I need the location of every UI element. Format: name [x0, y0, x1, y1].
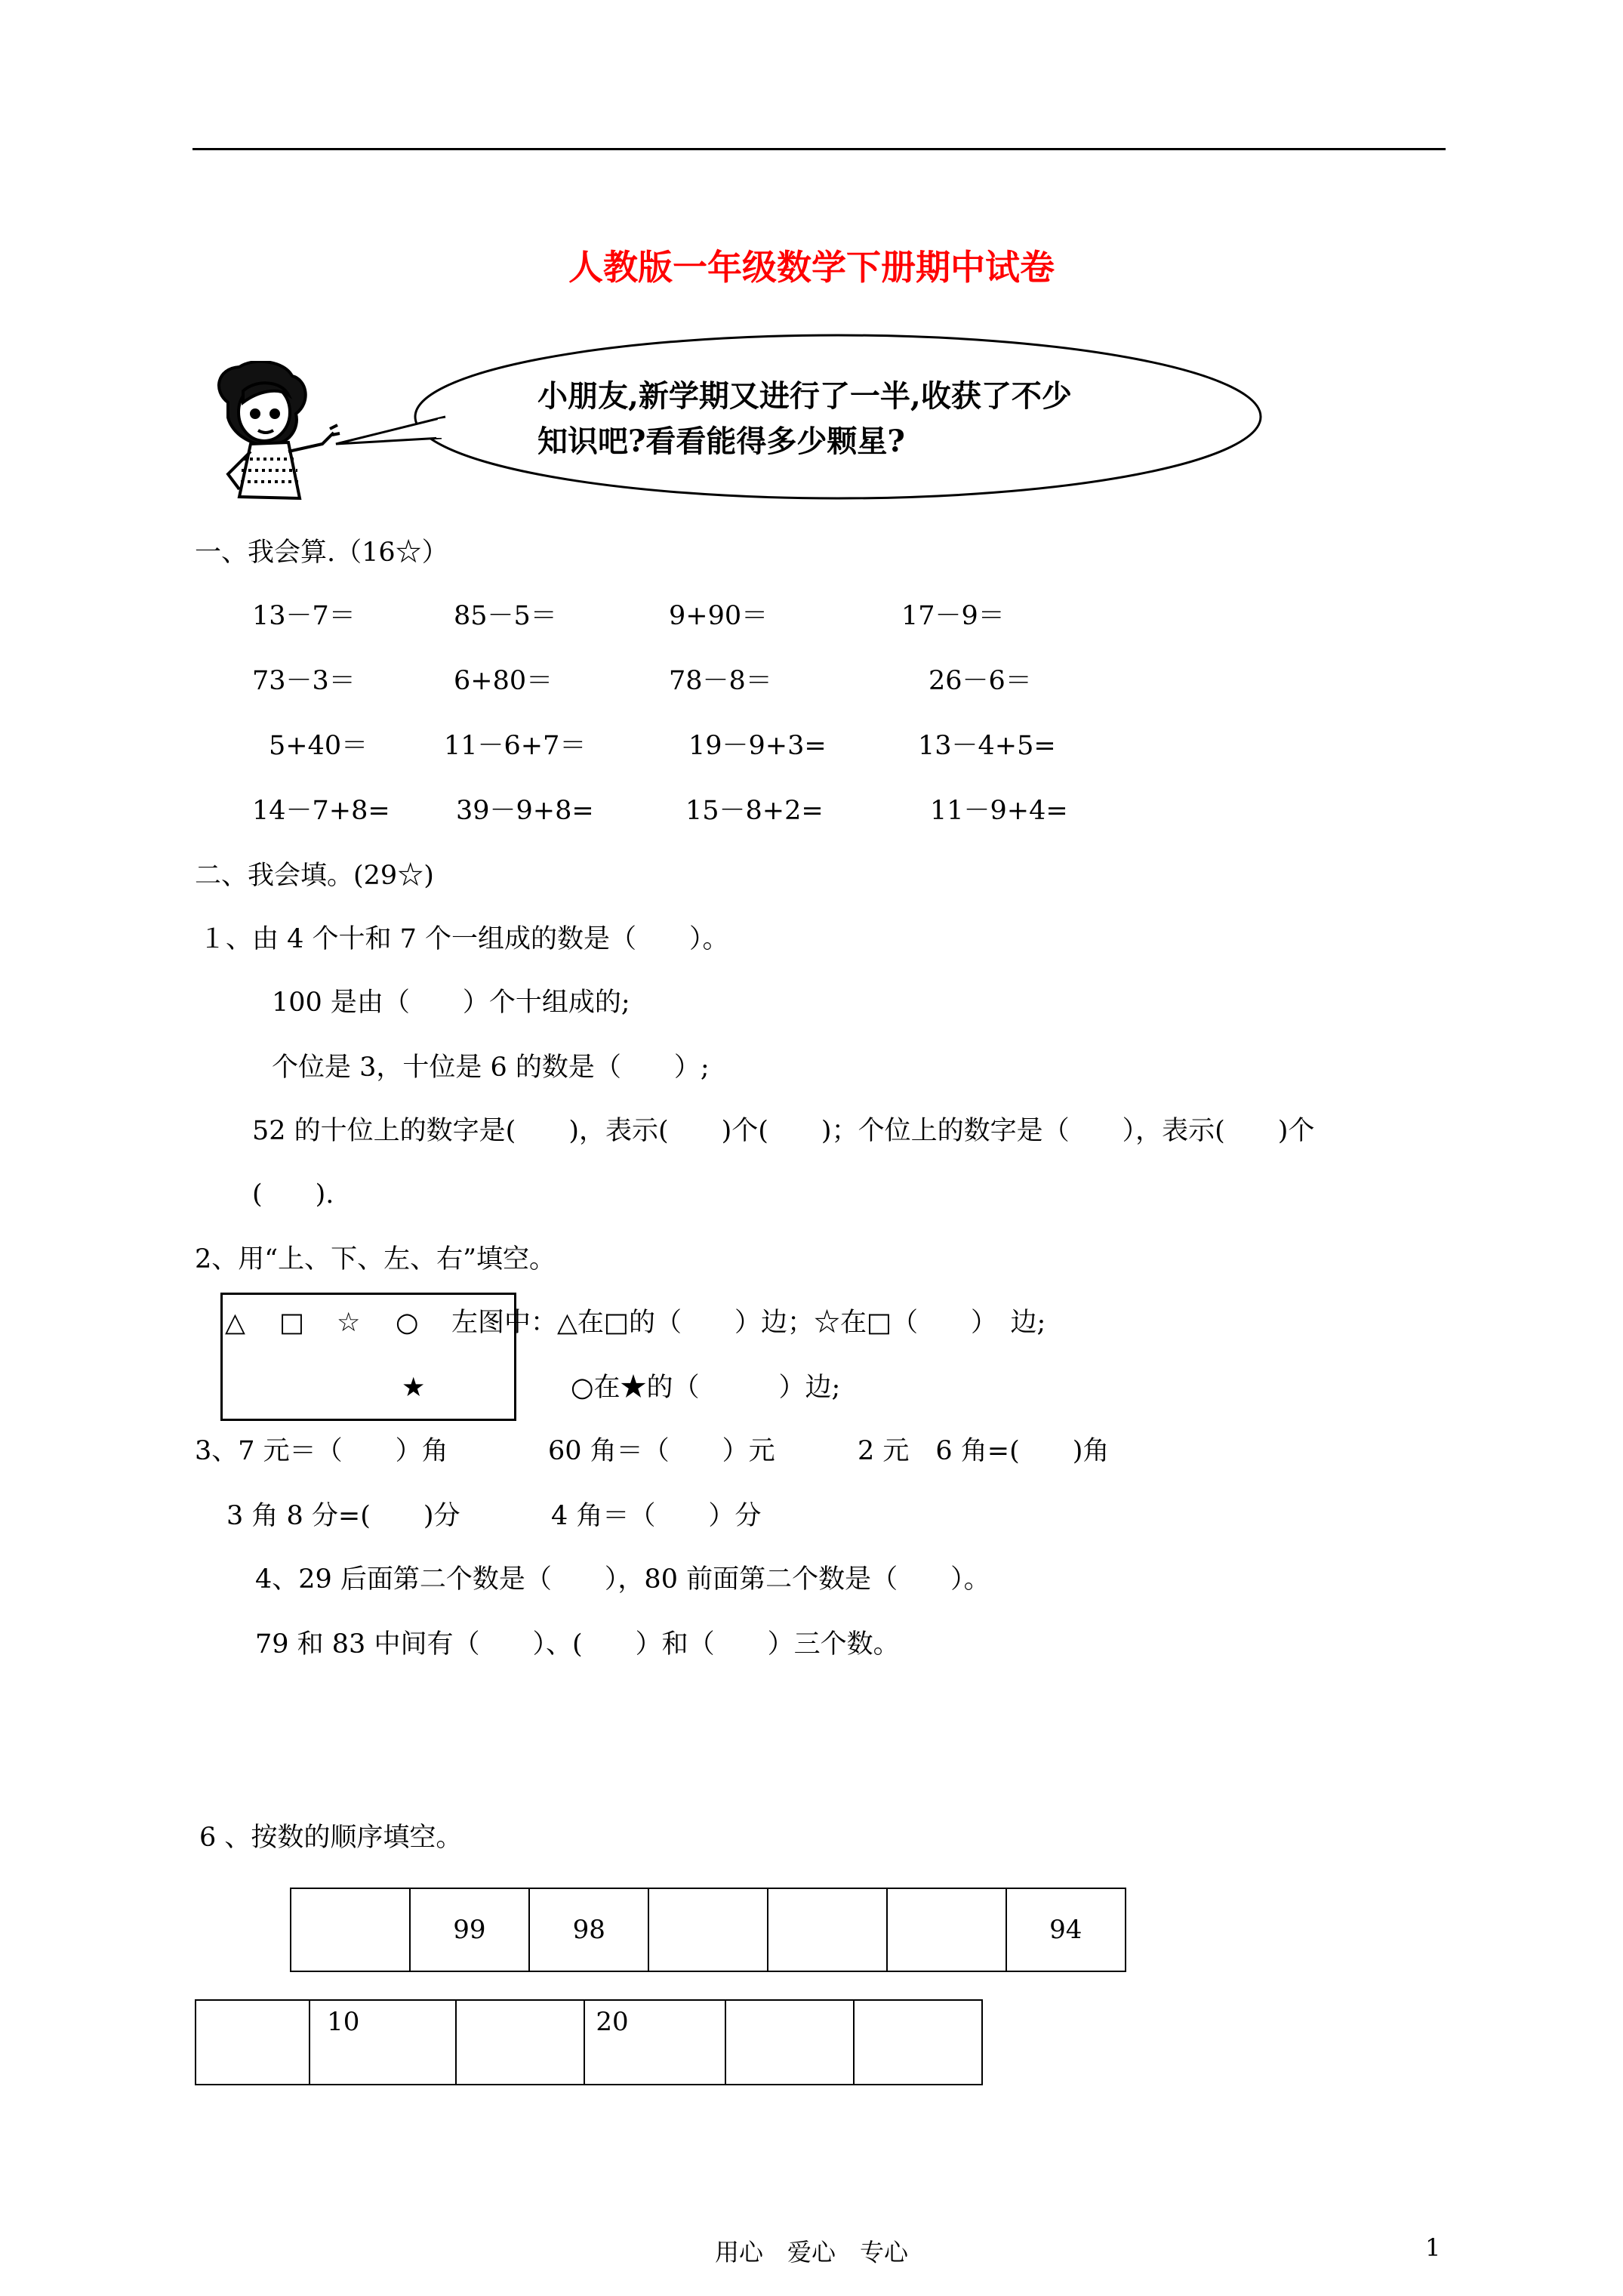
q6-heading: 6 、按数的顺序填空。	[199, 1823, 463, 1853]
footer-motto: 用心 爱心 专心	[714, 2238, 908, 2267]
q3-line-2b: 4 角＝（ ）分	[551, 1501, 762, 1531]
calc-item: 15－8+2=	[685, 796, 824, 826]
seq-cell[interactable]	[648, 1888, 768, 1971]
seq-cell[interactable]	[725, 2000, 854, 2085]
calc-item: 73－3＝	[252, 666, 356, 696]
circle-icon: ○	[396, 1308, 419, 1338]
calc-item: 85－5＝	[454, 601, 557, 631]
calc-item: 78－8＝	[669, 666, 772, 696]
q2-heading: 2、用“上、下、左、右”填空。	[195, 1244, 556, 1274]
q4-line-1: 4、29 后面第二个数是（ ），80 前面第二个数是（ ）。	[255, 1564, 990, 1595]
calc-item: 5+40＝	[269, 731, 368, 761]
square-icon: □	[279, 1308, 305, 1338]
calc-item: 9+90＝	[669, 601, 768, 631]
sequence-table-2	[195, 1999, 983, 2085]
star-filled-icon: ★	[402, 1373, 426, 1403]
q3-line-2a: 3 角 8 分=( )分	[226, 1501, 460, 1531]
q3-line-1c: 2 元 6 角=( )角	[858, 1436, 1110, 1466]
sequence-table-1	[290, 1888, 1126, 1972]
seq-cell[interactable]	[854, 2000, 982, 2085]
triangle-icon: △	[225, 1308, 245, 1338]
q3-line-1b: 60 角＝（ ）元	[548, 1436, 775, 1466]
calc-item: 14－7+8=	[252, 796, 390, 826]
star-outline-icon: ☆	[337, 1308, 361, 1338]
calc-item: 11－6+7＝	[444, 731, 587, 761]
q4-line-2: 79 和 83 中间有（ ）、( ）和（ ）三个数。	[255, 1629, 900, 1660]
seq-cell: 99	[410, 1888, 529, 1971]
header-rule	[192, 148, 1446, 150]
calc-item: 39－9+8=	[456, 796, 594, 826]
speech-line-1: 小朋友,新学期又进行了一半,收获了不少	[537, 378, 1072, 414]
q2-text-2: ○在★的（ ）边;	[571, 1373, 841, 1403]
seq-cell[interactable]	[768, 1888, 887, 1971]
q1-line-4: 52 的十位上的数字是( )，表示( )个( )；个位上的数字是（ ），表示( )个	[252, 1116, 1315, 1146]
seq-cell[interactable]	[196, 2000, 310, 2085]
seq-cell[interactable]	[887, 1888, 1006, 1971]
calc-item: 26－6＝	[929, 666, 1032, 696]
seq-cell[interactable]	[456, 2000, 584, 2085]
calc-item: 13－4+5=	[918, 731, 1056, 761]
calc-item: 11－9+4=	[930, 796, 1068, 826]
seq-cell: 98	[529, 1888, 648, 1971]
seq-cell: 20	[584, 2000, 725, 2085]
q3-line-1a: 3、7 元＝（ ）角	[195, 1436, 448, 1466]
q1-line-2: 100 是由（ ）个十组成的;	[272, 988, 630, 1018]
calc-item: 13－7＝	[252, 601, 356, 631]
section2-heading: 二、我会填。(29☆)	[195, 861, 434, 891]
seq-cell: 10	[310, 2000, 456, 2085]
girl-illustration	[198, 361, 341, 504]
speech-line-2: 知识吧?看看能得多少颗星?	[537, 424, 905, 459]
calc-item: 6+80＝	[454, 666, 553, 696]
section1-heading: 一、我会算.（16☆）	[195, 538, 448, 568]
q1-line-3: 个位是 3，十位是 6 的数是（ ）;	[272, 1052, 710, 1083]
page-title: 人教版一年级数学下册期中试卷	[568, 247, 1055, 288]
seq-cell[interactable]	[291, 1888, 410, 1971]
q1-line-1: １、由 4 个十和 7 个一组成的数是（ ）。	[199, 924, 729, 954]
q1-line-5: ( ).	[252, 1179, 334, 1210]
seq-cell: 94	[1006, 1888, 1126, 1971]
calc-item: 17－9＝	[901, 601, 1005, 631]
calc-item: 19－9+3=	[688, 731, 827, 761]
speech-bubble	[325, 332, 1268, 506]
page-number: 1	[1425, 2233, 1441, 2262]
q2-text-1: 左图中：△在□的（ ）边；☆在□（ ） 边;	[451, 1308, 1046, 1338]
